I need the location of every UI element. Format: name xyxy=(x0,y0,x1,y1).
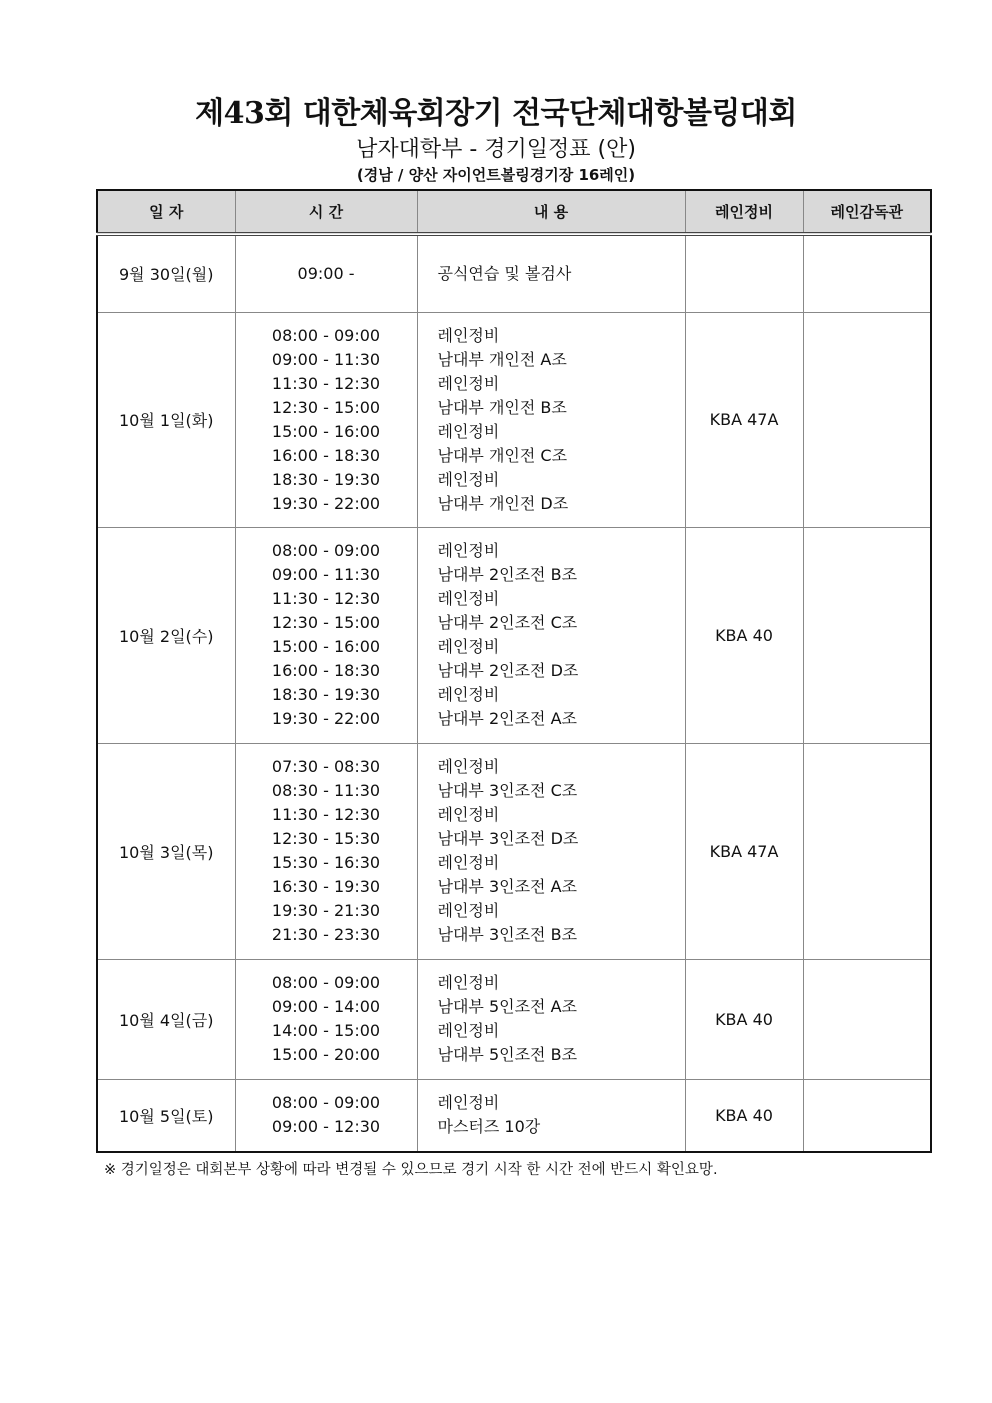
lane-supervisor-cell xyxy=(803,959,931,1079)
event-item: 남대부 개인전 B조 xyxy=(437,397,567,417)
time-slot: 08:30 - 11:30 xyxy=(271,781,381,800)
time-slot: 09:00 - 14:00 xyxy=(271,997,381,1016)
event-item: 레인정비 xyxy=(437,325,500,345)
time-slot: 12:30 - 15:30 xyxy=(271,829,381,848)
event-item: 공식연습 및 볼검사 xyxy=(437,263,572,283)
time-slot: 09:00 - xyxy=(297,263,355,283)
event-item: 남대부 2인조전 D조 xyxy=(437,661,579,680)
schedule-body xyxy=(97,234,931,1152)
time-slot: 09:00 - 11:30 xyxy=(271,565,381,584)
event-item: 레인정비 xyxy=(437,805,500,824)
lane-supervisor-cell xyxy=(803,743,931,959)
date-cell: 10월 1일(화) xyxy=(97,312,235,527)
event-item: 남대부 개인전 A조 xyxy=(437,349,567,369)
header-content: 내 용 xyxy=(417,190,685,234)
lane-supervisor-cell xyxy=(803,527,931,743)
time-slot: 08:00 - 09:00 xyxy=(271,325,381,345)
event-item: 레인정비 xyxy=(437,373,500,393)
event-item: 남대부 3인조전 B조 xyxy=(437,925,578,944)
event-item: 남대부 5인조전 B조 xyxy=(437,1045,578,1064)
lane-supervisor-cell xyxy=(803,234,931,312)
time-slot: 09:00 - 12:30 xyxy=(271,1117,381,1137)
time-slot: 16:00 - 18:30 xyxy=(271,445,381,465)
date-cell: 10월 3일(목) xyxy=(97,743,235,959)
table-row xyxy=(97,743,931,959)
time-slot: 07:30 - 08:30 xyxy=(271,757,381,776)
lane-maintenance-cell: KBA 40 xyxy=(685,1079,803,1152)
header-time: 시 간 xyxy=(235,190,417,234)
time-slot: 11:30 - 12:30 xyxy=(271,805,381,824)
time-slot: 21:30 - 23:30 xyxy=(271,925,381,944)
header-lane-supervisor: 레인감독관 xyxy=(803,190,931,234)
time-slot: 15:00 - 20:00 xyxy=(271,1045,381,1064)
event-item: 레인정비 xyxy=(437,973,500,992)
content-cell xyxy=(417,743,685,959)
time-cell xyxy=(235,527,417,743)
content-cell xyxy=(417,312,685,527)
time-slot: 18:30 - 19:30 xyxy=(271,469,381,489)
time-slot: 08:00 - 09:00 xyxy=(271,1093,381,1113)
time-slot: 18:30 - 19:30 xyxy=(271,685,381,704)
lane-maintenance-cell: KBA 40 xyxy=(685,527,803,743)
event-item: 레인정비 xyxy=(437,685,500,704)
time-slot: 19:30 - 22:00 xyxy=(271,493,381,513)
time-slot: 12:30 - 15:00 xyxy=(271,613,381,632)
lane-supervisor-cell xyxy=(803,312,931,527)
time-cell xyxy=(235,959,417,1079)
time-slot: 19:30 - 22:00 xyxy=(271,709,381,728)
event-item: 레인정비 xyxy=(437,901,500,920)
event-item: 레인정비 xyxy=(437,637,500,656)
time-slot: 11:30 - 12:30 xyxy=(271,589,381,608)
event-item: 레인정비 xyxy=(437,541,500,560)
event-item: 남대부 2인조전 A조 xyxy=(437,709,577,728)
lane-supervisor-cell xyxy=(803,1079,931,1152)
event-item: 남대부 5인조전 A조 xyxy=(437,997,577,1016)
event-item: 마스터즈 10강 xyxy=(437,1117,541,1137)
time-cell xyxy=(235,743,417,959)
table-header-row xyxy=(97,190,931,234)
header-date: 일 자 xyxy=(97,190,235,234)
time-slot: 15:00 - 16:00 xyxy=(271,421,381,441)
lane-maintenance-cell: KBA 47A xyxy=(685,743,803,959)
event-item: 남대부 2인조전 C조 xyxy=(437,613,578,632)
table-row xyxy=(97,312,931,527)
time-slot: 15:30 - 16:30 xyxy=(271,853,381,872)
date-cell: 10월 2일(수) xyxy=(97,527,235,743)
time-slot: 16:00 - 18:30 xyxy=(271,661,381,680)
time-slot: 12:30 - 15:00 xyxy=(271,397,381,417)
time-cell xyxy=(235,234,417,312)
content-cell xyxy=(417,959,685,1079)
event-item: 레인정비 xyxy=(437,757,500,776)
time-slot: 19:30 - 21:30 xyxy=(271,901,381,920)
lane-maintenance-cell xyxy=(685,234,803,312)
time-slot: 16:30 - 19:30 xyxy=(271,877,381,896)
time-slot: 08:00 - 09:00 xyxy=(271,541,381,560)
date-cell: 9월 30일(월) xyxy=(97,234,235,312)
table-row xyxy=(97,234,931,312)
time-cell xyxy=(235,1079,417,1152)
table-row xyxy=(97,527,931,743)
event-item: 레인정비 xyxy=(437,853,500,872)
lane-maintenance-cell: KBA 47A xyxy=(685,312,803,527)
event-item: 레인정비 xyxy=(437,1021,500,1040)
time-slot: 08:00 - 09:00 xyxy=(271,973,381,992)
document-subtitle: 남자대학부 - 경기일정표 (안) xyxy=(356,137,636,162)
document-title: 제43회 대한체육회장기 전국단체대항볼링대회 xyxy=(195,96,797,131)
date-cell: 10월 5일(토) xyxy=(97,1079,235,1152)
table-row xyxy=(97,959,931,1079)
time-slot: 15:00 - 16:00 xyxy=(271,637,381,656)
footnote: ※ 경기일정은 대회본부 상황에 따라 변경될 수 있으므로 경기 시작 한 시간 전에 반드시 확인요망. xyxy=(104,1162,718,1178)
event-item: 남대부 3인조전 D조 xyxy=(437,829,579,848)
content-cell xyxy=(417,1079,685,1152)
lane-maintenance-cell: KBA 40 xyxy=(685,959,803,1079)
event-item: 남대부 3인조전 C조 xyxy=(437,781,578,800)
time-slot: 14:00 - 15:00 xyxy=(271,1021,381,1040)
date-cell: 10월 4일(금) xyxy=(97,959,235,1079)
venue-label: (경남 / 양산 자이언트볼링경기장 16레인) xyxy=(356,166,636,184)
event-item: 남대부 개인전 C조 xyxy=(437,445,568,465)
content-cell xyxy=(417,527,685,743)
event-item: 레인정비 xyxy=(437,469,500,489)
schedule-table xyxy=(96,189,932,1153)
event-item: 남대부 2인조전 B조 xyxy=(437,565,578,584)
event-item: 레인정비 xyxy=(437,421,500,441)
time-slot: 09:00 - 11:30 xyxy=(271,349,381,369)
header-lane-maintenance: 레인정비 xyxy=(685,190,803,234)
event-item: 남대부 개인전 D조 xyxy=(437,493,569,513)
event-item: 레인정비 xyxy=(437,1093,500,1113)
content-cell xyxy=(417,234,685,312)
time-cell xyxy=(235,312,417,527)
time-slot: 11:30 - 12:30 xyxy=(271,373,381,393)
event-item: 남대부 3인조전 A조 xyxy=(437,877,577,896)
table-row xyxy=(97,1079,931,1152)
event-item: 레인정비 xyxy=(437,589,500,608)
